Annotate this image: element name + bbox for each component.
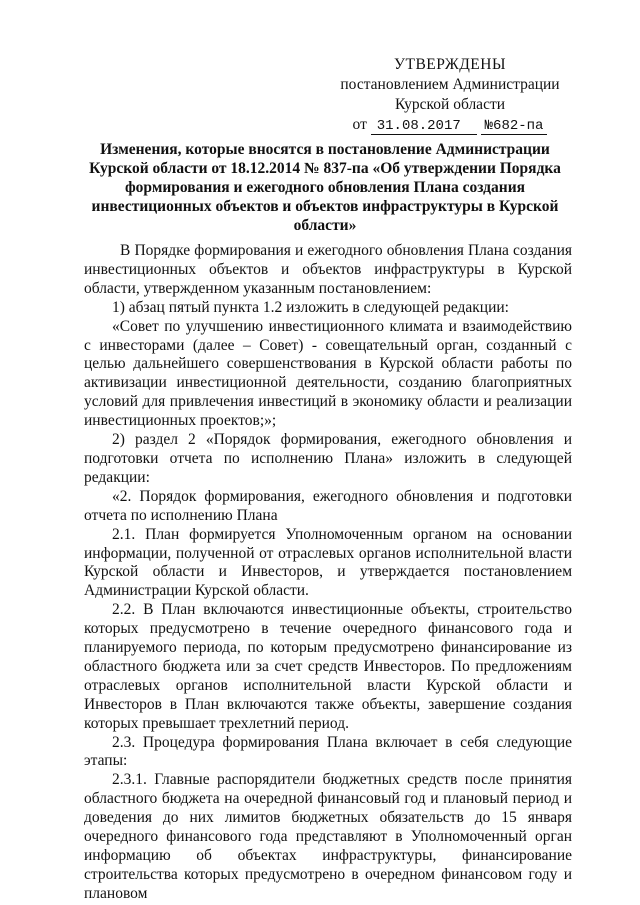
date-prefix: от <box>352 116 367 133</box>
paragraph-item-1: 1) абзац пятый пункта 1.2 изложить в следующей редакции: <box>112 298 509 316</box>
approval-title: УТВЕРЖДЕНЫ <box>394 56 506 73</box>
paragraph-2-1: 2.1. План формируется Уполномоченным органом на основании информации, полученной от отраслевых органов исполнительной власти Курской области и Инвесторов, и утверждается постановлением Администрации Курской области. <box>84 525 572 600</box>
paragraph-council-definition: «Совет по улучшению инвестиционного климата и взаимодействию с инвесторами (далее – Совет) - совещательный орган, созданный с целью дальнейшего совершенствования в Курской области работы по активизации инвестиционной деятельности, созданию благоприятных условий для привлечения инвестиций в экономику области и реализации инвестиционных проектов;»; <box>84 317 572 430</box>
approval-date: 31.08.2017 <box>371 118 477 135</box>
approval-number: №682-па <box>481 118 548 135</box>
paragraph-item-2: 2) раздел 2 «Порядок формирования, ежегодного обновления и подготовки отчета по исполнению Плана» изложить в следующей редакции: <box>84 431 572 486</box>
approval-date-line <box>330 115 570 136</box>
document-body <box>84 242 572 904</box>
approval-line-1: постановлением Администрации <box>340 76 560 93</box>
paragraph-2-2: 2.2. В План включаются инвестиционные объекты, строительство которых предусмотрено в течение очередного финансового года и планируемого периода, по которым предусмотрено финансирование из областного бюджета или за счет средств Инвесторов. По предложениям отраслевых органов исполнительной власти Курской области и Инвесторов в План включаются также объекты, завершение создания которых превышает трехлетний период. <box>84 601 572 732</box>
approval-block <box>330 55 570 136</box>
paragraph-section-2-title: «2. Порядок формирования, ежегодного обновления и подготовки отчета по исполнению Плана <box>84 487 572 524</box>
paragraph-intro: В Порядке формирования и ежегодного обновления Плана создания инвестиционных объектов и объектов инфраструктуры в Курской области, утвержденном указанным постановлением: <box>84 242 572 297</box>
approval-line-2: Курской области <box>394 96 506 113</box>
document-heading: Изменения, которые вносятся в постановление Администрации Курской области от 18.12.2014 № 837-па «Об утверждении Порядка формирования и ежегодного обновления Плана создания инвестиционных объектов и объектов инфраструктуры в Курской области» <box>89 141 561 234</box>
paragraph-2-3: 2.3. Процедура формирования Плана включает в себя следующие этапы: <box>84 733 572 770</box>
paragraph-2-3-1: 2.3.1. Главные распорядители бюджетных средств после принятия областного бюджета на очередной финансовый год и плановый период и доведения до них лимитов бюджетных обязательств до 15 января очередного финансового года представляют в Уполномоченный орган информацию об объектах инфраструктуры, финансирование строительства которых предусмотрено в очередном финансовом году и плановом <box>84 771 572 902</box>
